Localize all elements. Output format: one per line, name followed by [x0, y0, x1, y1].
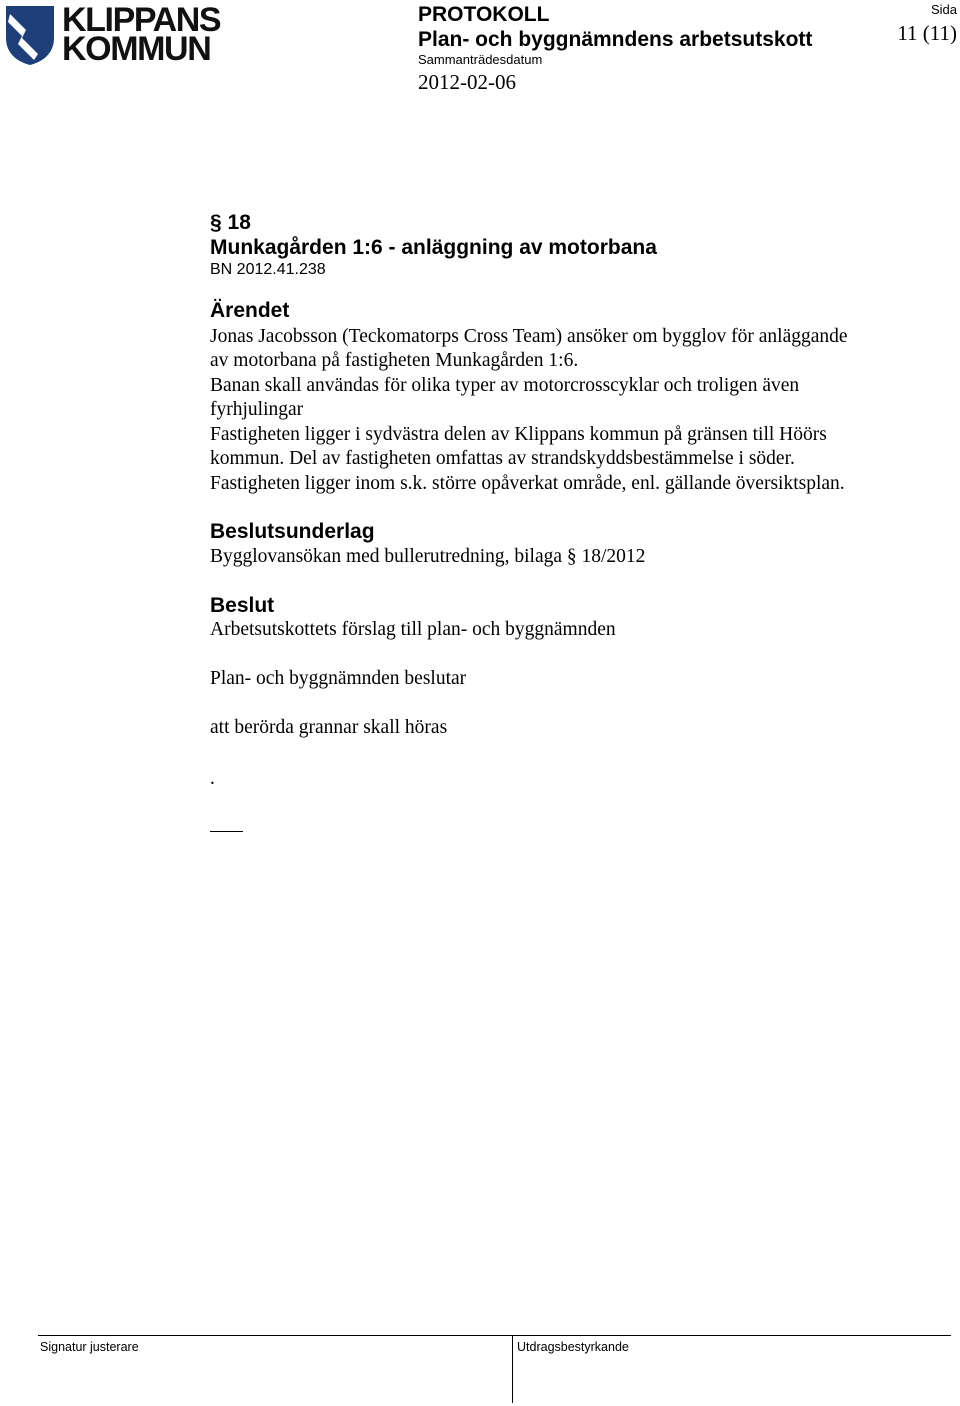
beslut-proposal: Arbetsutskottets förslag till plan- och byggnämnden: [210, 619, 616, 640]
paragraph-number: § 18: [210, 211, 251, 234]
document-type: PROTOKOLL: [418, 3, 550, 26]
beslut-att: att berörda grannar skall höras: [210, 717, 448, 738]
logo-line-1: KLIPPANS: [62, 1, 221, 39]
logo-line-2: KOMMUN: [62, 30, 211, 68]
arendet-line: kommun. Del av fastigheten omfattas av strandskyddsbestämmelse i söder.: [210, 448, 795, 469]
beslut-decides: Plan- och byggnämnden beslutar: [210, 668, 467, 689]
end-rule: [210, 831, 243, 832]
arendet-line: Fastigheten ligger inom s.k. större opåverkat område, enl. gällande översiktsplan.: [210, 473, 845, 494]
footer-divider: [512, 1335, 513, 1403]
page-label: Sida: [930, 2, 957, 17]
meeting-date-label: Sammanträdesdatum: [418, 52, 543, 67]
arendet-line: av motorbana på fastigheten Munkagården 1:6.: [210, 350, 579, 371]
beslutsunderlag-text: Bygglovansökan med bullerutredning, bilaga § 18/2012: [210, 546, 646, 567]
arendet-line: Banan skall användas för olika typer av motorcrosscyklar och troligen även: [210, 375, 800, 396]
beslut-heading: Beslut: [210, 594, 275, 617]
coat-of-arms-icon: [4, 4, 56, 66]
paragraph-title: Munkagården 1:6 - anläggning av motorbana: [210, 236, 657, 259]
meeting-date: 2012-02-06: [418, 70, 516, 94]
beslutsunderlag-heading: Beslutsunderlag: [210, 520, 375, 543]
signature-label: Signatur justerare: [40, 1340, 139, 1354]
case-reference: BN 2012.41.238: [210, 261, 326, 278]
municipality-logo: [4, 1, 221, 68]
page-number: 11 (11): [897, 21, 957, 45]
trailing-dot: .: [210, 768, 215, 789]
board-name: Plan- och byggnämndens arbetsutskott: [418, 28, 813, 51]
footer-rule: [38, 1335, 951, 1336]
arendet-line: Fastigheten ligger i sydvästra delen av Klippans kommun på gränsen till Höörs: [210, 424, 827, 445]
arendet-line: fyrhjulingar: [210, 399, 304, 420]
arendet-line: Jonas Jacobsson (Teckomatorps Cross Team) ansöker om bygglov för anläggande: [210, 326, 848, 347]
logo-wordmark: [62, 1, 221, 68]
extract-label: Utdragsbestyrkande: [517, 1340, 629, 1354]
arendet-heading: Ärendet: [210, 299, 290, 322]
